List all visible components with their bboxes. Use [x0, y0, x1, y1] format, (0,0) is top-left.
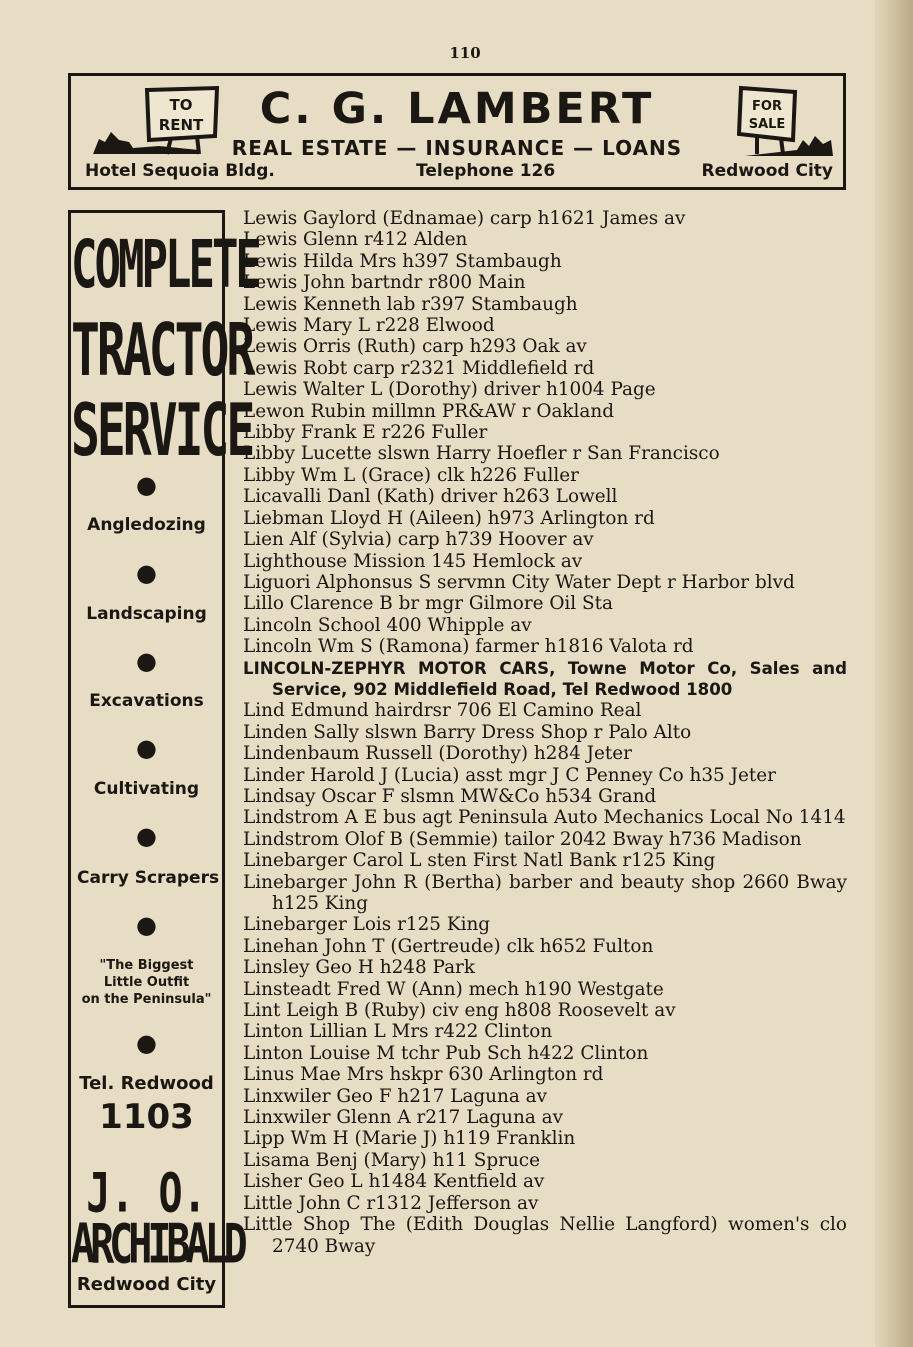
ad-telephone: Telephone 126 [416, 161, 556, 181]
ad-address: Hotel Sequoia Bldg. [85, 161, 275, 181]
side-city: Redwood City [76, 1274, 217, 1295]
listing-entry: Libby Wm L (Grace) clk h226 Fuller [243, 464, 579, 486]
listing-entry: Lewis Hilda Mrs h397 Stambaugh [243, 250, 562, 272]
listing-entry: Little Shop The (Edith Douglas Nellie Langford) women's clo 2740 Bway [243, 1214, 847, 1257]
listing-entry: Licavalli Danl (Kath) driver h263 Lowell [243, 486, 618, 508]
listing-entry: Little John C r1312 Jefferson av [243, 1192, 539, 1214]
listing-entry: Lint Leigh B (Ruby) civ eng h808 Roosevelt av [243, 1000, 676, 1022]
listing-entry: Linebarger Lois r125 King [243, 914, 491, 936]
side-headline-3: SERVICE [71, 389, 253, 473]
listing-entry: Lillo Clarence B br mgr Gilmore Oil Sta [243, 593, 613, 615]
listing-entry: Linden Sally slswn Barry Dress Shop r Palo Alto [243, 721, 692, 743]
listing-entry: Lisama Benj (Mary) h11 Spruce [243, 1149, 540, 1171]
right-sign-line-2: SALE [748, 117, 786, 132]
listing-entry: Linehan John T (Gertreude) clk h652 Fulton [243, 935, 654, 957]
listing-entry: Linsley Geo H h248 Park [243, 957, 475, 979]
listing-entry: Linxwiler Geo F h217 Laguna av [243, 1085, 548, 1107]
listing-entry: Lindenbaum Russell (Dorothy) h284 Jeter [243, 743, 632, 765]
slogan-line-3: on the Peninsula" [81, 992, 212, 1007]
listing-entry: Lisher Geo L h1484 Kentfield av [243, 1171, 545, 1193]
bullet-icon: ● [136, 822, 157, 850]
for-sale-sign-icon [737, 84, 837, 160]
listing-entry: Lindstrom A E bus agt Peninsula Auto Mechanics Local No 1414 [243, 807, 846, 829]
listing-entry: Lewis Mary L r228 Elwood [243, 315, 495, 337]
slogan-line-2: Little Outfit [103, 975, 190, 990]
listing-entry: Linton Lillian L Mrs r422 Clinton [243, 1021, 553, 1043]
listing-entry: Linus Mae Mrs hskpr 630 Arlington rd [243, 1064, 604, 1086]
listing-entry: Libby Frank E r226 Fuller [243, 422, 488, 444]
listing-entry: Lien Alf (Sylvia) carp h739 Hoover av [243, 529, 594, 551]
listing-entry: Liebman Lloyd H (Aileen) h973 Arlington rd [243, 507, 655, 529]
side-name-initials: J. O. [86, 1163, 207, 1226]
listing-entry: Lind Edmund hairdrsr 706 El Camino Real [243, 700, 642, 722]
listing-entry: Lewis Robt carp r2321 Middlefield rd [243, 357, 595, 379]
directory-listings [243, 208, 847, 1257]
listing-entry: Lewis Glenn r412 Alden [243, 229, 468, 251]
listing-entry: Lewon Rubin millmn PR&AW r Oakland [243, 400, 615, 422]
listing-entry: Linton Louise M tchr Pub Sch h422 Clinton [243, 1042, 649, 1064]
listing-entry: Linsteadt Fred W (Ann) mech h190 Westgate [243, 978, 664, 1000]
page-edge [875, 0, 913, 1347]
service-excavations: Excavations [89, 691, 204, 711]
listing-entry: Lincoln Wm S (Ramona) farmer h1816 Valota rd [243, 636, 694, 658]
listing-entry: Lewis Orris (Ruth) carp h293 Oak av [243, 336, 587, 358]
header-advertisement [68, 73, 846, 190]
listing-entry: Lewis Kenneth lab r397 Stambaugh [243, 293, 578, 315]
bullet-icon: ● [136, 911, 157, 939]
service-carry-scrapers: Carry Scrapers [77, 868, 220, 888]
listing-entry: Lindstrom Olof B (Semmie) tailor 2042 Bway h736 Madison [243, 828, 802, 850]
service-cultivating: Cultivating [93, 779, 200, 799]
service-angledozing: Angledozing [87, 515, 206, 535]
side-headline-2: TRACTOR [71, 309, 253, 393]
right-sign-line-1: FOR [752, 99, 782, 114]
listing-entry: Liguori Alphonsus S servmn City Water Dept r Harbor blvd [243, 571, 795, 593]
side-name-surname: ARCHIBALD [71, 1214, 243, 1277]
bullet-icon: ● [136, 1029, 157, 1057]
ad-city: Redwood City [701, 161, 833, 181]
side-headline-1: COMPLETE [71, 227, 259, 304]
listing-entry: Lewis Gaylord (Ednamae) carp h1621 James av [243, 208, 686, 229]
left-sign-line-2: RENT [158, 116, 204, 134]
listing-entry: LINCOLN-ZEPHYR MOTOR CARS, Towne Motor Co, Sales and Service, 902 Middlefield Road, Tel Redwood 1800 [243, 658, 847, 699]
bullet-icon: ● [136, 734, 157, 762]
bullet-icon: ● [136, 647, 157, 675]
page-number: 110 [449, 44, 481, 62]
bullet-icon: ● [136, 559, 157, 587]
ad-subtitle: REAL ESTATE — INSURANCE — LOANS [231, 136, 683, 160]
listing-entry: Libby Lucette slswn Harry Hoefler r San Francisco [243, 443, 720, 465]
listing-entry: Lindsay Oscar F slsmn MW&Co h534 Grand [243, 785, 657, 807]
listing-entry: Linder Harold J (Lucia) asst mgr J C Penney Co h35 Jeter [243, 764, 776, 786]
listing-entry: Linebarger Carol L sten First Natl Bank r125 King [243, 850, 716, 872]
bullet-icon: ● [136, 471, 157, 499]
listing-entry: Linxwiler Glenn A r217 Laguna av [243, 1107, 563, 1129]
listing-entry: Lincoln School 400 Whipple av [243, 614, 532, 636]
listing-entry: Linebarger John R (Bertha) barber and beauty shop 2660 Bway h125 King [243, 871, 847, 914]
slogan-line-1: "The Biggest [99, 958, 194, 973]
listing-entry: Lipp Wm H (Marie J) h119 Franklin [243, 1128, 576, 1150]
listing-entry: Lewis John bartndr r800 Main [243, 272, 526, 294]
listing-entry: Lighthouse Mission 145 Hemlock av [243, 550, 583, 572]
side-tel-number: 1103 [99, 1097, 194, 1137]
listing-entry: Lewis Walter L (Dorothy) driver h1004 Page [243, 379, 656, 401]
side-advertisement [68, 210, 259, 1308]
service-landscaping: Landscaping [86, 604, 207, 624]
left-sign-line-1: TO [169, 96, 193, 114]
ad-title: C. G. LAMBERT [259, 84, 655, 134]
side-tel-label: Tel. Redwood [79, 1073, 214, 1094]
